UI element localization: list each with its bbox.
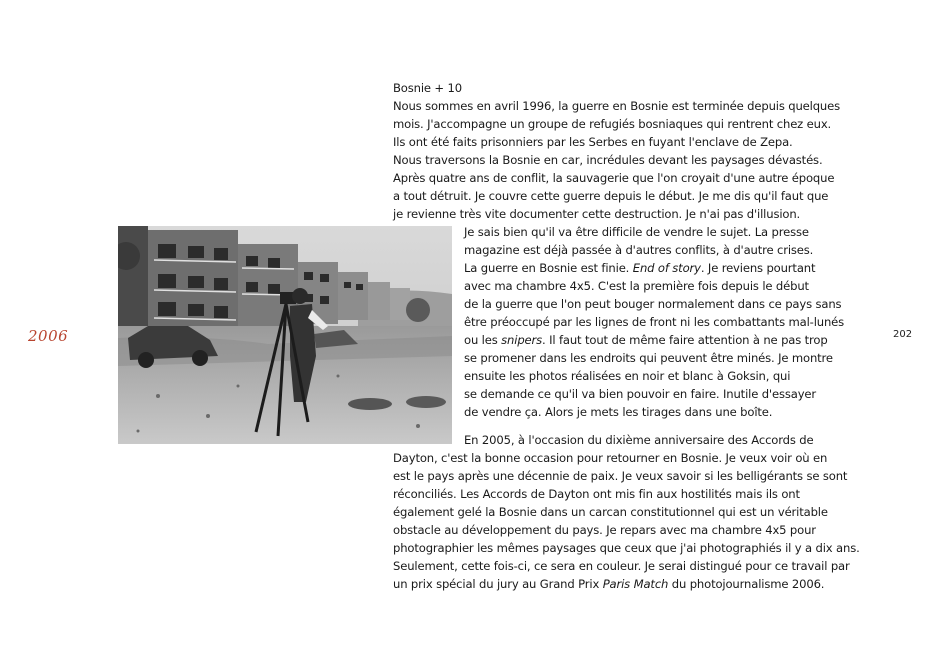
italic-term: snipers xyxy=(501,333,543,347)
article-line: Après quatre ans de conflit, la sauvagerie que l'on croyait d'une autre époque xyxy=(393,171,835,185)
text-span: un prix spécial du jury au Grand Prix xyxy=(393,577,603,591)
article-line xyxy=(464,331,828,349)
article-line: magazine est déjà passée à d'autres conflits, à d'autre crises. xyxy=(464,243,814,257)
article-line: Nous traversons la Bosnie en car, incrédules devant les paysages dévastés. xyxy=(393,153,823,167)
text-span: La guerre en Bosnie est finie. xyxy=(464,261,633,275)
article-line: je revienne très vite documenter cette destruction. Je n'ai pas d'illusion. xyxy=(393,207,801,221)
article-line: En 2005, à l'occasion du dixième anniversaire des Accords de xyxy=(464,433,814,447)
article-line: également gelé la Bosnie dans un carcan constitutionnel qui est un véritable xyxy=(393,505,828,519)
article-heading: Bosnie + 10 xyxy=(393,81,462,95)
text-span: . Il faut tout de même faire attention à ne pas trop xyxy=(542,333,828,347)
article-line: Nous sommes en avril 1996, la guerre en Bosnie est terminée depuis quelques xyxy=(393,99,841,113)
article-line: mois. J'accompagne un groupe de refugiés bosniaques qui rentrent chez eux. xyxy=(393,117,832,131)
italic-term: End of story xyxy=(632,261,701,275)
article-line: est le pays après une décennie de paix. Je veux savoir si les belligérants se sont xyxy=(393,469,848,483)
article-line: avec ma chambre 4x5. C'est la première fois depuis le début xyxy=(464,279,809,293)
text-span: du photojournalisme 2006. xyxy=(668,577,825,591)
article-line: de la guerre que l'on peut bouger normalement dans ce pays sans xyxy=(464,297,842,311)
article-line: Seulement, cette fois-ci, ce sera en couleur. Je serai distingué pour ce travail par xyxy=(393,559,850,573)
photo-ruined-buildings xyxy=(118,226,452,444)
text-span: . Je reviens pourtant xyxy=(700,261,816,275)
article-line: Dayton, c'est la bonne occasion pour retourner en Bosnie. Je veux voir où en xyxy=(393,451,828,465)
article-line: de vendre ça. Alors je mets les tirages dans une boîte. xyxy=(464,405,773,419)
article-line: se promener dans les endroits qui peuvent être minés. Je montre xyxy=(464,351,833,365)
article-line: réconciliés. Les Accords de Dayton ont mis fin aux hostilités mais ils ont xyxy=(393,487,800,501)
article-line: Ils ont été faits prisonniers par les Serbes en fuyant l'enclave de Zepa. xyxy=(393,135,793,149)
italic-term: Paris Match xyxy=(602,577,669,591)
text-span: ou les xyxy=(464,333,502,347)
article-line xyxy=(464,259,815,277)
article-line: photographier les mêmes paysages que ceux que j'ai photographiés il y a dix ans. xyxy=(393,541,860,555)
article-line: se demande ce qu'il va bien pouvoir en faire. Inutile d'essayer xyxy=(464,387,817,401)
page-number: 202 xyxy=(893,329,913,340)
article-line: ensuite les photos réalisées en noir et blanc à Goksin, qui xyxy=(464,369,791,383)
article-line xyxy=(393,575,824,593)
article-line: être préoccupé par les lignes de front ni les combattants mal-lunés xyxy=(464,315,845,329)
article-line: obstacle au développement du pays. Je repars avec ma chambre 4x5 pour xyxy=(393,523,816,537)
article-line: a tout détruit. Je couvre cette guerre depuis le début. Je me dis qu'il faut que xyxy=(393,189,829,203)
page-year: 2006 xyxy=(28,327,69,345)
article-line: Je sais bien qu'il va être difficile de vendre le sujet. La presse xyxy=(464,225,809,239)
